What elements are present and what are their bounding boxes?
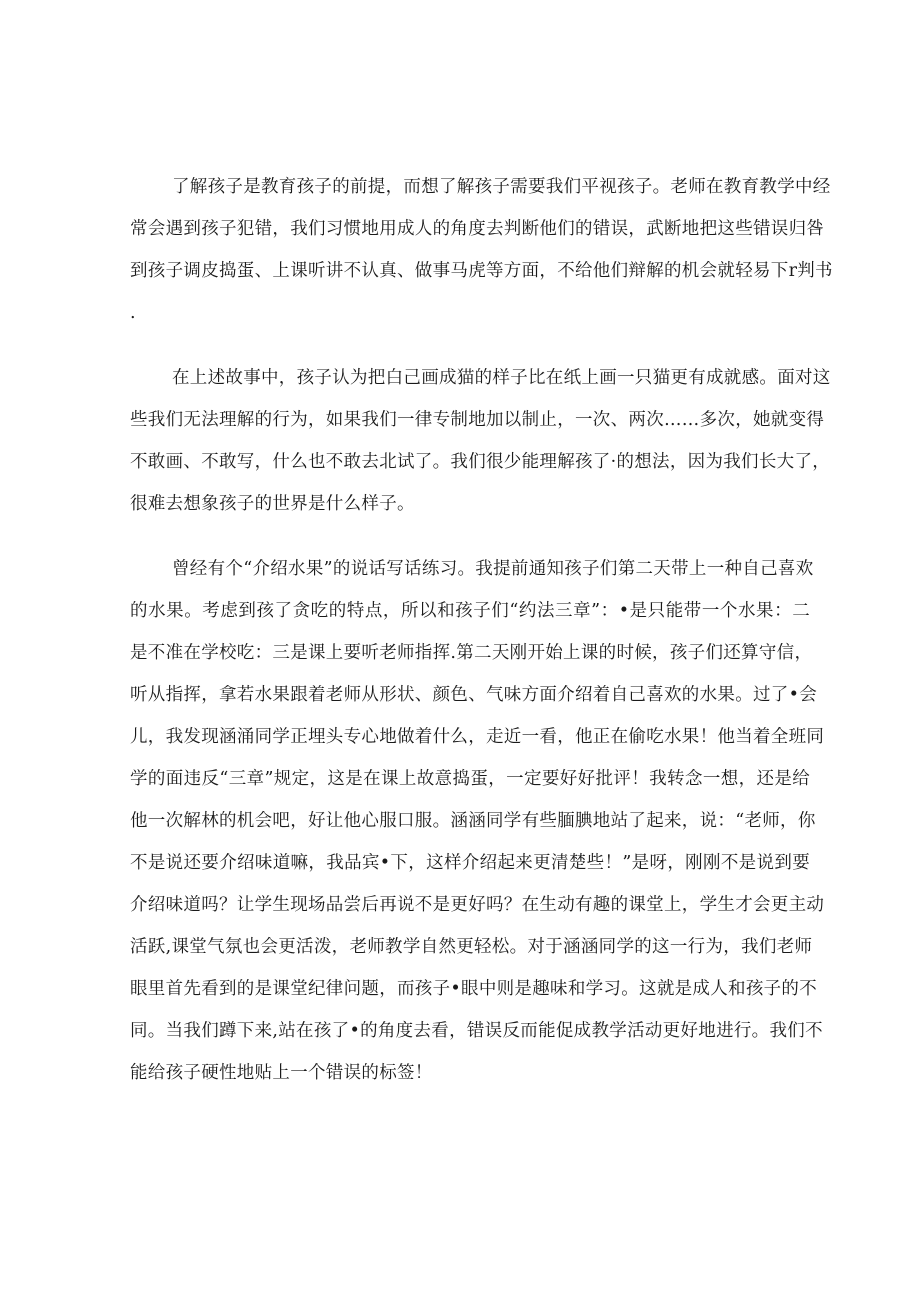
paragraph-line: 活跃,课堂气氛也会更活泼，老师教学自然更轻松。对于涵涵同学的这一行为，我们老师 — [130, 937, 813, 957]
paragraph-line: 常会遇到孩子犯错，我们习惯地用成人的角度去判断他们的错误，武断地把这些错误归咎 — [130, 219, 825, 239]
paragraph-line: 到孩子调皮捣蛋、上课听讲不认真、做事马虎等方面，不给他们辩解的机会就轻易下r判书 — [130, 261, 833, 281]
paragraph-2 — [130, 357, 831, 525]
paragraph-line: 的水果。考虑到孩了贪吃的特点，所以和孩子们“约法三章”：•是只能带一个水果：二 — [130, 601, 810, 621]
paragraph-line: 是不准在学校吃：三是课上要听老师指挥.第二天刚开始上课的时候，孩子们还算守信， — [130, 643, 813, 663]
document-body — [130, 166, 833, 1117]
paragraph-line: . — [130, 303, 136, 323]
paragraph-line: 学的面违反“三章”规定，这是在课上故意捣蛋，一定要好好批评！我转念一想，还是给 — [130, 769, 810, 789]
paragraph-line: 介绍味道吗？让学生现场品尝后再说不是更好吗？在生动有趣的课堂上，学生才会更主动 — [130, 895, 825, 915]
paragraph-line: 眼里首先看到的是课堂纪律问题，而孩子•眼中则是趣味和学习。这就是成人和孩子的不 — [130, 979, 818, 999]
paragraph-line: 了解孩子是教育孩子的前提，而想了解孩子需要我们平视孩子。老师在教育教学中经 — [172, 177, 831, 197]
paragraph-line: 很难去想象孩子的世界是什么样子。 — [130, 494, 415, 514]
paragraph-line: 能给孩子硬性地贴上一个错误的标签！ — [130, 1063, 433, 1083]
paragraph-1 — [130, 166, 833, 334]
paragraph-line: 同。当我们蹲下来,站在孩了•的角度去看，错误反而能促成教学活动更好地进行。我们不 — [130, 1021, 823, 1041]
paragraph-line: 不敢画、不敢写，什么也不敢去北试了。我们很少能理解孩了·的想法，因为我们长大了， — [130, 452, 831, 472]
paragraph-line: 儿，我发现涵涌同学正埋头专心地做着什么，走近一看，他正在偷吃水果！他当着全班同 — [130, 727, 825, 747]
paragraph-line: 听从指挥，拿若水果跟着老师从形状、颜色、气味方面介绍着自己喜欢的水果。过了•会 — [130, 685, 818, 705]
paragraph-line: 不是说还要介绍味道嘛，我品宾•下，这样介绍起来更清楚些！”是呀，刚刚不是说到要 — [130, 853, 810, 873]
paragraph-line: 些我们无法理解的行为，如果我们一律专制地加以制止，一次、两次……多次，她就变得 — [130, 410, 825, 430]
paragraph-line: 曾经有个“介绍水果”的说话写话练习。我提前通知孩子们第二天带上一种自己喜欢 — [172, 559, 814, 579]
paragraph-3 — [130, 548, 825, 1094]
paragraph-line: 在上述故事中，孩子认为把白己画成猫的样子比在纸上画一只猫更有成就感。面对这 — [172, 368, 831, 388]
paragraph-line: 他一次解林的机会吧，好让他心服口服。涵涵同学有些腼腆地站了起来，说：“老师，你 — [130, 811, 816, 831]
